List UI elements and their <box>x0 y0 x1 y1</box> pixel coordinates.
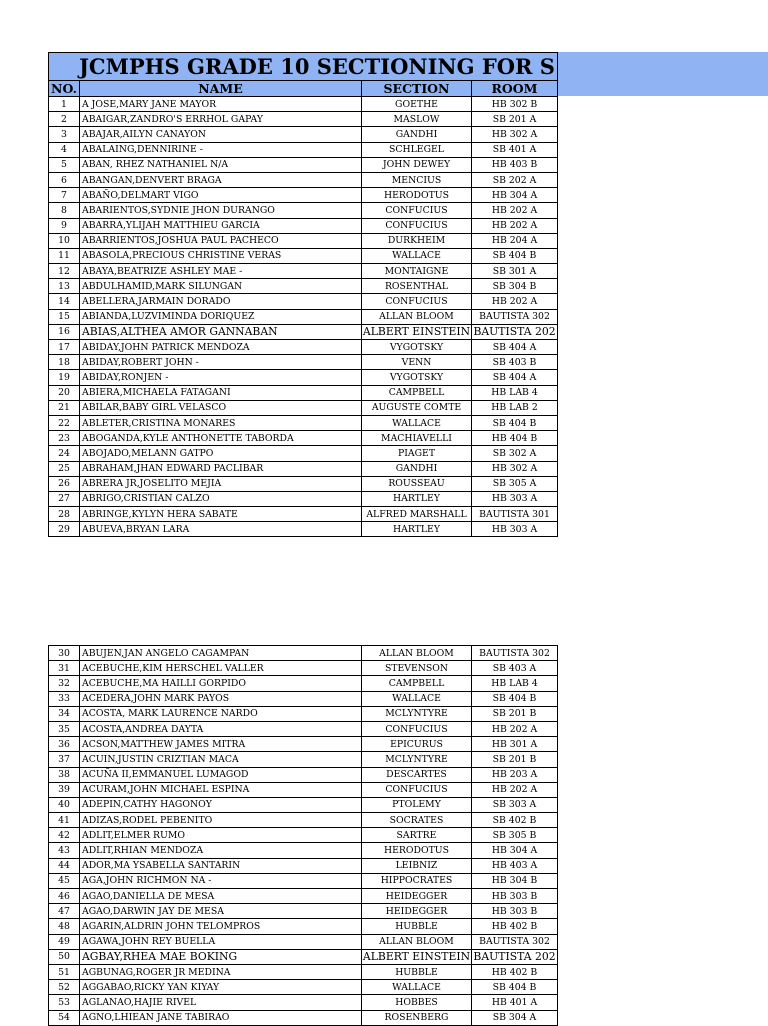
section-name: EPICURUS <box>362 737 472 752</box>
table-row <box>49 461 558 476</box>
student-name: AGAWA,JOHN REY BUELLA <box>80 934 362 949</box>
student-name: AGARIN,ALDRIN JOHN TELOMPROS <box>80 919 362 934</box>
table-row <box>49 858 558 873</box>
row-number: 16 <box>49 324 80 339</box>
room-name: HB LAB 4 <box>472 676 558 691</box>
row-number: 18 <box>49 355 80 370</box>
room-name: SB 201 A <box>472 112 558 127</box>
table-row <box>49 203 558 218</box>
table-row <box>49 97 558 112</box>
table-row <box>49 964 558 979</box>
table-row <box>49 112 558 127</box>
table-row <box>49 980 558 995</box>
row-number: 3 <box>49 127 80 142</box>
row-number: 4 <box>49 142 80 157</box>
room-name: HB 401 A <box>472 995 558 1010</box>
table-row <box>49 355 558 370</box>
section-name: ALLAN BLOOM <box>362 309 472 324</box>
room-name: BAUTISTA 302 <box>472 646 558 661</box>
section-name: VENN <box>362 355 472 370</box>
row-number: 11 <box>49 248 80 263</box>
student-name: ABANGAN,DENVERT BRAGA <box>80 172 362 187</box>
title-band-fill <box>558 52 768 96</box>
student-name: ADEPIN,CATHY HAGONOY <box>80 797 362 812</box>
section-name: MENCIUS <box>362 172 472 187</box>
section-name: HEIDEGGER <box>362 904 472 919</box>
table-row <box>49 949 558 964</box>
student-name: ABIDAY,RONJEN - <box>80 370 362 385</box>
room-name: SB 201 B <box>472 706 558 721</box>
room-name: SB 303 A <box>472 797 558 812</box>
section-name: HOBBES <box>362 995 472 1010</box>
room-name: HB 402 B <box>472 919 558 934</box>
section-name: ROUSSEAU <box>362 476 472 491</box>
row-number: 22 <box>49 415 80 430</box>
table-row <box>49 279 558 294</box>
row-number: 49 <box>49 934 80 949</box>
student-name: ABIDAY,ROBERT JOHN - <box>80 355 362 370</box>
room-name: HB 202 A <box>472 782 558 797</box>
row-number: 25 <box>49 461 80 476</box>
section-name: CONFUCIUS <box>362 203 472 218</box>
student-name: ABARIENTOS,SYDNIE JHON DURANGO <box>80 203 362 218</box>
room-name: SB 305 B <box>472 828 558 843</box>
table-row <box>49 415 558 430</box>
room-name: SB 201 B <box>472 752 558 767</box>
table-row <box>49 446 558 461</box>
student-name: ABAÑO,DELMART VIGO <box>80 188 362 203</box>
row-number: 17 <box>49 340 80 355</box>
section-name: SARTRE <box>362 828 472 843</box>
student-name: AGA,JOHN RICHMON NA - <box>80 873 362 888</box>
table-row <box>49 767 558 782</box>
room-name: HB 202 A <box>472 203 558 218</box>
section-name: CONFUCIUS <box>362 294 472 309</box>
section-name: HARTLEY <box>362 491 472 506</box>
table-row <box>49 843 558 858</box>
section-name: HUBBLE <box>362 919 472 934</box>
table-row <box>49 934 558 949</box>
table-row <box>49 706 558 721</box>
section-name: HEIDEGGER <box>362 889 472 904</box>
table-row <box>49 172 558 187</box>
room-name: HB 303 B <box>472 889 558 904</box>
student-name: AGNO,LHIEAN JANE TABIRAO <box>80 1010 362 1025</box>
section-name: CAMPBELL <box>362 385 472 400</box>
table-row <box>49 676 558 691</box>
table-row <box>49 919 558 934</box>
student-name: ABIANDA,LUZVIMINDA DORIQUEZ <box>80 309 362 324</box>
room-name: SB 401 A <box>472 142 558 157</box>
table-row <box>49 142 558 157</box>
section-name: WALLACE <box>362 691 472 706</box>
section-name: GOETHE <box>362 97 472 112</box>
row-number: 34 <box>49 706 80 721</box>
room-name: HB LAB 2 <box>472 400 558 415</box>
room-name: HB 302 A <box>472 127 558 142</box>
student-name: ACSON,MATTHEW JAMES MITRA <box>80 737 362 752</box>
table-row <box>49 431 558 446</box>
row-number: 38 <box>49 767 80 782</box>
header-no: NO. <box>49 81 80 97</box>
section-name: DESCARTES <box>362 767 472 782</box>
student-name: ABILAR,BABY GIRL VELASCO <box>80 400 362 415</box>
room-name: HB 204 A <box>472 233 558 248</box>
table-row <box>49 157 558 172</box>
row-number: 48 <box>49 919 80 934</box>
student-name: ABALAING,DENNIRINE - <box>80 142 362 157</box>
student-name: ABARRA,YLIJAH MATTHIEU GARCIA <box>80 218 362 233</box>
header-name: NAME <box>80 81 362 97</box>
row-number: 37 <box>49 752 80 767</box>
sectioning-table-top <box>48 52 558 537</box>
room-name: HB 304 A <box>472 188 558 203</box>
student-name: ABUEVA,BRYAN LARA <box>80 522 362 537</box>
table-row <box>49 400 558 415</box>
header-section: SECTION <box>362 81 472 97</box>
section-name: MCLYNTYRE <box>362 752 472 767</box>
room-name: BAUTISTA 302 <box>472 309 558 324</box>
student-name: AGGABAO,RICKY YAN KIYAY <box>80 980 362 995</box>
student-name: ADOR,MA YSABELLA SANTARIN <box>80 858 362 873</box>
section-name: CONFUCIUS <box>362 782 472 797</box>
row-number: 53 <box>49 995 80 1010</box>
row-number: 44 <box>49 858 80 873</box>
row-number: 45 <box>49 873 80 888</box>
row-number: 7 <box>49 188 80 203</box>
student-name: ABARRIENTOS,JOSHUA PAUL PACHECO <box>80 233 362 248</box>
room-name: HB 303 A <box>472 491 558 506</box>
section-name: HERODOTUS <box>362 188 472 203</box>
student-name: ABRAHAM,JHAN EDWARD PACLIBAR <box>80 461 362 476</box>
student-name: ABIAS,ALTHEA AMOR GANNABAN <box>80 324 362 339</box>
student-name: ABAN, RHEZ NATHANIEL N/A <box>80 157 362 172</box>
table-row <box>49 782 558 797</box>
section-name: VYGOTSKY <box>362 340 472 355</box>
table-body-bottom <box>49 646 558 1026</box>
table-row <box>49 1010 558 1025</box>
room-name: BAUTISTA 202 <box>473 325 556 339</box>
room-name: SB 402 B <box>472 813 558 828</box>
row-number: 40 <box>49 797 80 812</box>
table-row <box>49 646 558 661</box>
room-name: SB 404 B <box>472 248 558 263</box>
section-name: ALBERT EINSTEIN <box>362 950 471 964</box>
header-row <box>49 81 558 97</box>
room-name: SB 404 B <box>472 415 558 430</box>
section-name: WALLACE <box>362 980 472 995</box>
row-number: 42 <box>49 828 80 843</box>
table-row <box>49 813 558 828</box>
row-number: 1 <box>49 97 80 112</box>
room-name: HB 301 A <box>472 737 558 752</box>
row-number: 36 <box>49 737 80 752</box>
room-name: HB 302 A <box>472 461 558 476</box>
table-row <box>49 522 558 537</box>
row-number: 50 <box>49 949 80 964</box>
room-name: BAUTISTA 202 <box>473 950 556 964</box>
student-name: ABAJAR,AILYN CANAYON <box>80 127 362 142</box>
student-name: ADIZAS,RODEL PEBENITO <box>80 813 362 828</box>
student-name: AGLANAO,HAJIE RIVEL <box>80 995 362 1010</box>
room-name: SB 403 B <box>472 355 558 370</box>
table-row <box>49 309 558 324</box>
table-row <box>49 828 558 843</box>
room-name: SB 304 B <box>472 279 558 294</box>
section-name: CONFUCIUS <box>362 218 472 233</box>
student-name: AGAO,DARWIN JAY DE MESA <box>80 904 362 919</box>
student-name: ABRINGE,KYLYN HERA SABATE <box>80 507 362 522</box>
table-row <box>49 889 558 904</box>
student-name: ABRIGO,CRISTIAN CALZO <box>80 491 362 506</box>
room-name: HB 302 B <box>472 97 558 112</box>
section-name: ALLAN BLOOM <box>362 646 472 661</box>
row-number: 15 <box>49 309 80 324</box>
section-name: HIPPOCRATES <box>362 873 472 888</box>
table-row <box>49 904 558 919</box>
student-name: A JOSE,MARY JANE MAYOR <box>80 97 362 112</box>
student-name: ACEBUCHE,KIM HERSCHEL VALLER <box>80 661 362 676</box>
row-number: 31 <box>49 661 80 676</box>
room-name: SB 404 A <box>472 340 558 355</box>
student-name: ABAYA,BEATRIZE ASHLEY MAE - <box>80 264 362 279</box>
student-name: ABLETER,CRISTINA MONARES <box>80 415 362 430</box>
row-number: 21 <box>49 400 80 415</box>
row-number: 30 <box>49 646 80 661</box>
row-number: 32 <box>49 676 80 691</box>
section-name: STEVENSON <box>362 661 472 676</box>
row-number: 54 <box>49 1010 80 1025</box>
section-name: HARTLEY <box>362 522 472 537</box>
section-name: SOCRATES <box>362 813 472 828</box>
room-name: SB 404 B <box>472 691 558 706</box>
room-name: HB 304 A <box>472 843 558 858</box>
row-number: 14 <box>49 294 80 309</box>
row-number: 35 <box>49 721 80 736</box>
section-name: PTOLEMY <box>362 797 472 812</box>
section-name: ALBERT EINSTEIN <box>362 325 471 339</box>
table-row <box>49 691 558 706</box>
row-number: 23 <box>49 431 80 446</box>
table-row <box>49 995 558 1010</box>
table-body-top <box>49 97 558 537</box>
table-row <box>49 248 558 263</box>
section-name: AUGUSTE COMTE <box>362 400 472 415</box>
room-name: SB 404 B <box>472 980 558 995</box>
row-number: 24 <box>49 446 80 461</box>
student-name: ABIERA,MICHAELA FATAGANI <box>80 385 362 400</box>
student-name: ACURAM,JOHN MICHAEL ESPINA <box>80 782 362 797</box>
room-name: HB 202 A <box>472 294 558 309</box>
row-number: 8 <box>49 203 80 218</box>
student-name: ADLIT,ELMER RUMO <box>80 828 362 843</box>
room-name: HB 404 B <box>472 431 558 446</box>
table-row <box>49 491 558 506</box>
section-name: GANDHI <box>362 127 472 142</box>
room-name: HB 403 A <box>472 858 558 873</box>
student-name: ABUJEN,JAN ANGELO CAGAMPAN <box>80 646 362 661</box>
room-name: SB 305 A <box>472 476 558 491</box>
row-number: 41 <box>49 813 80 828</box>
row-number: 6 <box>49 172 80 187</box>
table-row <box>49 233 558 248</box>
section-name: WALLACE <box>362 248 472 263</box>
row-number: 33 <box>49 691 80 706</box>
student-name: ACEBUCHE,MA HAILLI GORPIDO <box>80 676 362 691</box>
row-number: 13 <box>49 279 80 294</box>
table-row <box>49 370 558 385</box>
student-name: AGAO,DANIELLA DE MESA <box>80 889 362 904</box>
room-name: SB 301 A <box>472 264 558 279</box>
section-name: CAMPBELL <box>362 676 472 691</box>
section-name: ALFRED MARSHALL <box>362 507 472 522</box>
student-name: AGBUNAG,ROGER JR MEDINA <box>80 964 362 979</box>
row-number: 39 <box>49 782 80 797</box>
section-name: ROSENTHAL <box>362 279 472 294</box>
header-room: ROOM <box>472 81 558 97</box>
student-name: ABRERA JR,JOSELITO MEJIA <box>80 476 362 491</box>
room-name: HB 403 B <box>472 157 558 172</box>
student-name: ACOSTA,ANDREA DAYTA <box>80 721 362 736</box>
table-row <box>49 264 558 279</box>
section-name: MACHIAVELLI <box>362 431 472 446</box>
section-name: HERODOTUS <box>362 843 472 858</box>
table-row <box>49 507 558 522</box>
room-name: SB 404 A <box>472 370 558 385</box>
row-number: 20 <box>49 385 80 400</box>
row-number: 5 <box>49 157 80 172</box>
section-name: HUBBLE <box>362 964 472 979</box>
row-number: 29 <box>49 522 80 537</box>
section-name: WALLACE <box>362 415 472 430</box>
row-number: 28 <box>49 507 80 522</box>
section-name: MONTAIGNE <box>362 264 472 279</box>
room-name: SB 202 A <box>472 172 558 187</box>
row-number: 27 <box>49 491 80 506</box>
section-name: MCLYNTYRE <box>362 706 472 721</box>
table-row <box>49 721 558 736</box>
table-row <box>49 324 558 339</box>
table-row <box>49 661 558 676</box>
table-row <box>49 385 558 400</box>
row-number: 10 <box>49 233 80 248</box>
row-number: 2 <box>49 112 80 127</box>
row-number: 43 <box>49 843 80 858</box>
section-name: DURKHEIM <box>362 233 472 248</box>
room-name: HB 304 B <box>472 873 558 888</box>
row-number: 47 <box>49 904 80 919</box>
room-name: HB 303 A <box>472 522 558 537</box>
room-name: HB 202 A <box>472 218 558 233</box>
room-name: HB 303 B <box>472 904 558 919</box>
table-row <box>49 294 558 309</box>
table-row <box>49 797 558 812</box>
section-name: SCHLEGEL <box>362 142 472 157</box>
student-name: ACUIN,JUSTIN CRIZTIAN MACA <box>80 752 362 767</box>
table-row <box>49 476 558 491</box>
section-name: ROSENBERG <box>362 1010 472 1025</box>
room-name: HB 202 A <box>472 721 558 736</box>
section-name: JOHN DEWEY <box>362 157 472 172</box>
row-number: 12 <box>49 264 80 279</box>
table-row <box>49 127 558 142</box>
room-name: BAUTISTA 302 <box>472 934 558 949</box>
section-name: VYGOTSKY <box>362 370 472 385</box>
table-row <box>49 737 558 752</box>
student-name: ABOJADO,MELANN GATPO <box>80 446 362 461</box>
section-name: PIAGET <box>362 446 472 461</box>
student-name: ABIDAY,JOHN PATRICK MENDOZA <box>80 340 362 355</box>
room-name: SB 403 A <box>472 661 558 676</box>
table-row <box>49 752 558 767</box>
student-name: ACOSTA, MARK LAURENCE NARDO <box>80 706 362 721</box>
student-name: ACUÑA II,EMMANUEL LUMAGOD <box>80 767 362 782</box>
room-name: HB LAB 4 <box>472 385 558 400</box>
student-name: ABELLERA,JARMAIN DORADO <box>80 294 362 309</box>
table-row <box>49 340 558 355</box>
room-name: SB 304 A <box>472 1010 558 1025</box>
section-name: ALLAN BLOOM <box>362 934 472 949</box>
row-number: 46 <box>49 889 80 904</box>
room-name: SB 302 A <box>472 446 558 461</box>
student-name: ACEDERA,JOHN MARK PAYOS <box>80 691 362 706</box>
row-number: 9 <box>49 218 80 233</box>
student-name: ABOGANDA,KYLE ANTHONETTE TABORDA <box>80 431 362 446</box>
table-row <box>49 873 558 888</box>
student-name: ABDULHAMID,MARK SILUNGAN <box>80 279 362 294</box>
table-row <box>49 188 558 203</box>
section-name: GANDHI <box>362 461 472 476</box>
student-name: ABAIGAR,ZANDRO'S ERRHOL GAPAY <box>80 112 362 127</box>
row-number: 51 <box>49 964 80 979</box>
student-name: AGBAY,RHEA MAE BOKING <box>80 949 362 964</box>
row-number: 52 <box>49 980 80 995</box>
student-name: ADLIT,RHIAN MENDOZA <box>80 843 362 858</box>
section-name: MASLOW <box>362 112 472 127</box>
table-row <box>49 218 558 233</box>
sectioning-table-bottom <box>48 645 558 1026</box>
row-number: 19 <box>49 370 80 385</box>
row-number: 26 <box>49 476 80 491</box>
room-name: HB 203 A <box>472 767 558 782</box>
room-name: BAUTISTA 301 <box>472 507 558 522</box>
title-row <box>49 53 558 81</box>
room-name: HB 402 B <box>472 964 558 979</box>
section-name: LEIBNIZ <box>362 858 472 873</box>
sheet-title: JCMPHS GRADE 10 SECTIONING FOR S <box>49 53 558 81</box>
student-name: ABASOLA,PRECIOUS CHRISTINE VERAS <box>80 248 362 263</box>
section-name: CONFUCIUS <box>362 721 472 736</box>
